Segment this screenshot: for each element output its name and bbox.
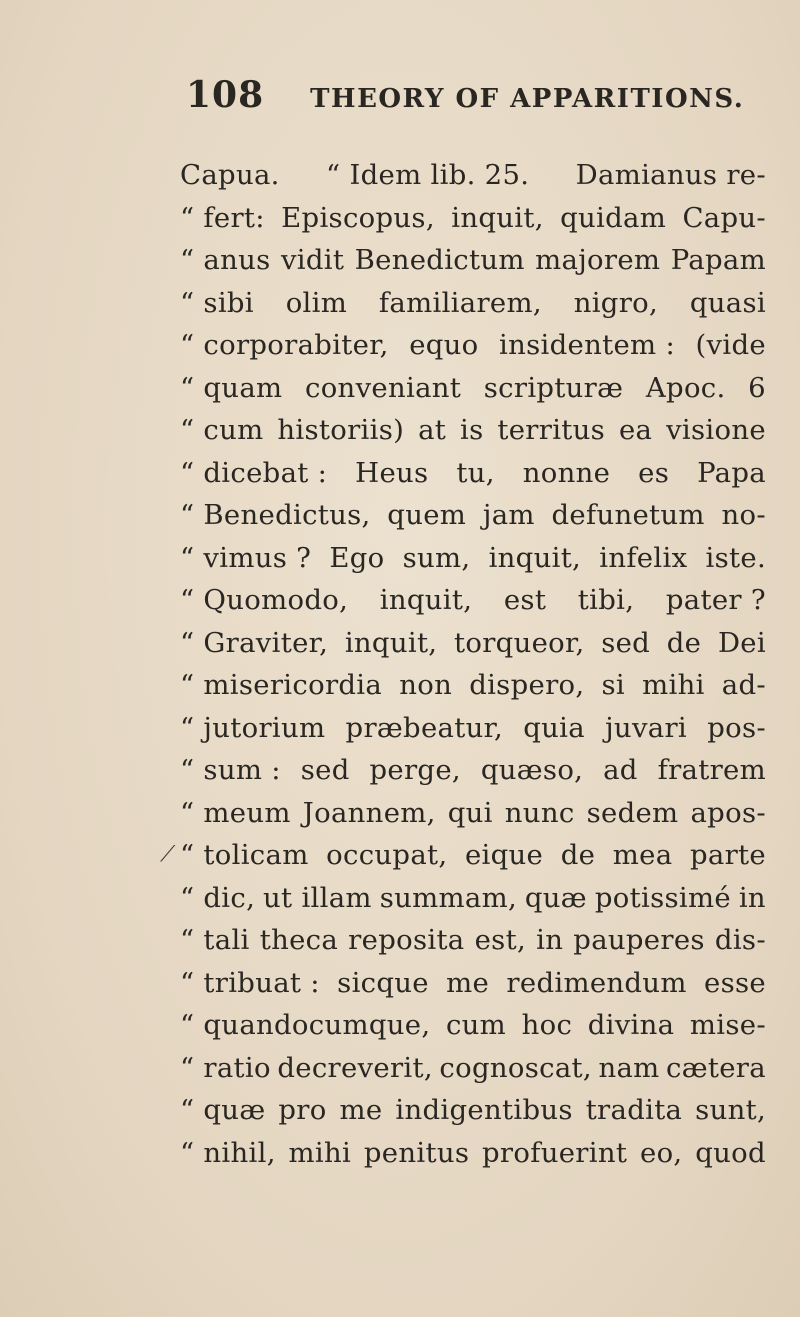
word: is bbox=[459, 414, 484, 446]
word: tibi, bbox=[577, 584, 635, 616]
text-line bbox=[180, 877, 766, 920]
text-line bbox=[180, 1132, 766, 1175]
text-line bbox=[180, 1089, 766, 1132]
word: infelix bbox=[599, 541, 688, 574]
word: mihi bbox=[288, 1136, 352, 1169]
word: familiarem, bbox=[378, 286, 542, 319]
word: Capu- bbox=[682, 201, 766, 234]
word: “ fert: bbox=[180, 201, 265, 234]
word: defunetum bbox=[551, 499, 705, 531]
word: conveniant bbox=[305, 371, 462, 404]
word: pro bbox=[278, 1094, 327, 1126]
word: qui bbox=[447, 796, 493, 829]
word: inquit, bbox=[379, 584, 473, 616]
word: sed bbox=[601, 626, 651, 659]
word: territus bbox=[497, 414, 606, 446]
word: divina bbox=[587, 1009, 675, 1041]
word: 6 bbox=[748, 371, 766, 404]
word: torqueor, bbox=[454, 626, 585, 659]
margin-mark: ⟋ bbox=[160, 842, 176, 867]
word: “ quam bbox=[180, 371, 283, 404]
word: reposita bbox=[348, 924, 465, 956]
word: sum, bbox=[402, 541, 471, 574]
word: in bbox=[536, 924, 564, 956]
word: de bbox=[560, 839, 596, 871]
word: iste. bbox=[705, 541, 766, 574]
word: hoc bbox=[521, 1009, 573, 1041]
word: perge, bbox=[369, 754, 461, 786]
running-head bbox=[186, 74, 744, 114]
word: “ Idem lib. 25. bbox=[326, 159, 530, 191]
word: cætera bbox=[666, 1051, 766, 1084]
word: inquit, bbox=[344, 626, 438, 659]
word: “ tolicam bbox=[180, 839, 309, 871]
word: in bbox=[738, 881, 766, 914]
word: cognoscat, bbox=[439, 1051, 592, 1084]
word: potissimé bbox=[594, 881, 731, 914]
page-number: 108 bbox=[186, 74, 265, 116]
word: quæ bbox=[524, 881, 587, 914]
text-line bbox=[180, 919, 766, 962]
word: tradita bbox=[585, 1094, 683, 1126]
word: sedem bbox=[586, 796, 679, 829]
word: apos- bbox=[690, 796, 766, 829]
word: es bbox=[638, 456, 670, 489]
text-line bbox=[180, 622, 766, 665]
text-line bbox=[180, 579, 766, 622]
text-line bbox=[180, 1047, 766, 1090]
text-line bbox=[180, 792, 766, 835]
word: “ quandocumque, bbox=[180, 1009, 431, 1041]
word: occupat, bbox=[326, 839, 448, 871]
word: Heus bbox=[355, 456, 429, 489]
text-line bbox=[180, 707, 766, 750]
word: mea bbox=[612, 839, 673, 871]
word: equo bbox=[409, 329, 479, 361]
word: dis- bbox=[714, 924, 766, 956]
word: fratrem bbox=[657, 754, 766, 786]
word: esse bbox=[704, 966, 766, 999]
word: decreverit, bbox=[277, 1051, 433, 1084]
word: quod bbox=[695, 1136, 766, 1169]
word: Capua. bbox=[180, 159, 280, 191]
word: Papa bbox=[697, 456, 766, 489]
word: “ dic, bbox=[180, 881, 256, 914]
word: de bbox=[666, 626, 702, 659]
word: “ Benedictus, bbox=[180, 499, 371, 531]
text-line bbox=[180, 962, 766, 1005]
text-line bbox=[180, 537, 766, 580]
word: scripturæ bbox=[483, 371, 624, 404]
word: inquit, bbox=[451, 201, 544, 234]
text-line bbox=[180, 494, 766, 537]
word: quia bbox=[523, 711, 585, 744]
word: “ vimus ? bbox=[180, 541, 312, 574]
word: pos- bbox=[707, 711, 766, 744]
word: nunc bbox=[504, 796, 575, 829]
word: “ ratio bbox=[180, 1051, 271, 1084]
word: pater ? bbox=[665, 584, 766, 616]
word: eo, bbox=[640, 1136, 683, 1169]
word: at bbox=[418, 414, 447, 446]
word: non bbox=[399, 669, 453, 701]
word: tu, bbox=[456, 456, 495, 489]
word: ut illam bbox=[263, 881, 372, 914]
text-line bbox=[180, 239, 766, 282]
word: juvari bbox=[605, 711, 688, 744]
word: “ Quomodo, bbox=[180, 584, 349, 616]
word: nonne bbox=[522, 456, 611, 489]
word: insidentem : bbox=[499, 329, 676, 361]
word: nigro, bbox=[573, 286, 659, 319]
word: vidit bbox=[280, 244, 345, 276]
word: me bbox=[339, 1094, 383, 1126]
word: “ tali bbox=[180, 924, 250, 956]
word: profuerint bbox=[482, 1136, 628, 1169]
word: me bbox=[446, 966, 490, 999]
word: sicque bbox=[337, 966, 429, 999]
text-line bbox=[180, 367, 766, 410]
text-line bbox=[180, 664, 766, 707]
word: eique bbox=[464, 839, 544, 871]
word: historiis) bbox=[277, 414, 405, 446]
word: penitus bbox=[363, 1136, 470, 1169]
word: “ jutorium bbox=[180, 711, 326, 744]
word: Apoc. bbox=[645, 371, 726, 404]
word: olim bbox=[285, 286, 348, 319]
word: ad- bbox=[721, 669, 766, 701]
text-line bbox=[180, 452, 766, 495]
text-line bbox=[180, 324, 766, 367]
word: mise- bbox=[689, 1009, 766, 1041]
word: præbeatur, bbox=[345, 711, 504, 744]
word: “ sibi bbox=[180, 286, 254, 319]
word: “ sum : bbox=[180, 754, 281, 786]
word: Benedictum bbox=[354, 244, 525, 276]
word: quem bbox=[387, 499, 467, 531]
word: parte bbox=[689, 839, 766, 871]
word: est bbox=[503, 584, 547, 616]
text-line bbox=[180, 1004, 766, 1047]
word: visione bbox=[666, 414, 766, 446]
word: “ dicebat : bbox=[180, 456, 328, 489]
word: dispero, bbox=[469, 669, 585, 701]
word: (vide bbox=[695, 329, 766, 361]
text-line bbox=[180, 154, 766, 197]
text-line bbox=[180, 409, 766, 452]
word: Joannem, bbox=[302, 796, 436, 829]
word: Episcopus, bbox=[281, 201, 435, 234]
word: “ nihil, bbox=[180, 1136, 276, 1169]
word: jam bbox=[482, 499, 535, 531]
word: “ Graviter, bbox=[180, 626, 329, 659]
word: redimendum bbox=[506, 966, 687, 999]
word: Papam bbox=[670, 244, 766, 276]
text-line bbox=[180, 197, 766, 240]
word: quidam bbox=[560, 201, 667, 234]
word: “ meum bbox=[180, 796, 291, 829]
text-line bbox=[180, 282, 766, 325]
word: Dei bbox=[717, 626, 766, 659]
word: summam, bbox=[379, 881, 517, 914]
word: mihi bbox=[642, 669, 705, 701]
word: pauperes bbox=[573, 924, 705, 956]
word: quæso, bbox=[480, 754, 584, 786]
word: “ misericordia bbox=[180, 669, 383, 701]
word: si bbox=[601, 669, 626, 701]
word: “ anus bbox=[180, 244, 271, 276]
word: “ cum bbox=[180, 414, 264, 446]
word: “ corporabiter, bbox=[180, 329, 389, 361]
word: theca bbox=[259, 924, 339, 956]
word: quasi bbox=[689, 286, 766, 319]
word: sunt, bbox=[695, 1094, 766, 1126]
running-title: THEORY OF APPARITIONS. bbox=[310, 84, 745, 114]
word: est, bbox=[474, 924, 526, 956]
word: “ quæ bbox=[180, 1094, 266, 1126]
word: majorem bbox=[535, 244, 661, 276]
word: indigentibus bbox=[395, 1094, 573, 1126]
word: “ tribuat : bbox=[180, 966, 320, 999]
word: Ego bbox=[329, 541, 385, 574]
word: inquit, bbox=[488, 541, 582, 574]
word: nam bbox=[598, 1051, 660, 1084]
word: no- bbox=[721, 499, 766, 531]
word: cum bbox=[445, 1009, 507, 1041]
body-text bbox=[180, 154, 766, 1174]
word: Damianus re- bbox=[575, 159, 766, 191]
word: sed bbox=[300, 754, 350, 786]
word: ea bbox=[618, 414, 653, 446]
text-line bbox=[180, 749, 766, 792]
text-line bbox=[180, 834, 766, 877]
word: ad bbox=[603, 754, 638, 786]
